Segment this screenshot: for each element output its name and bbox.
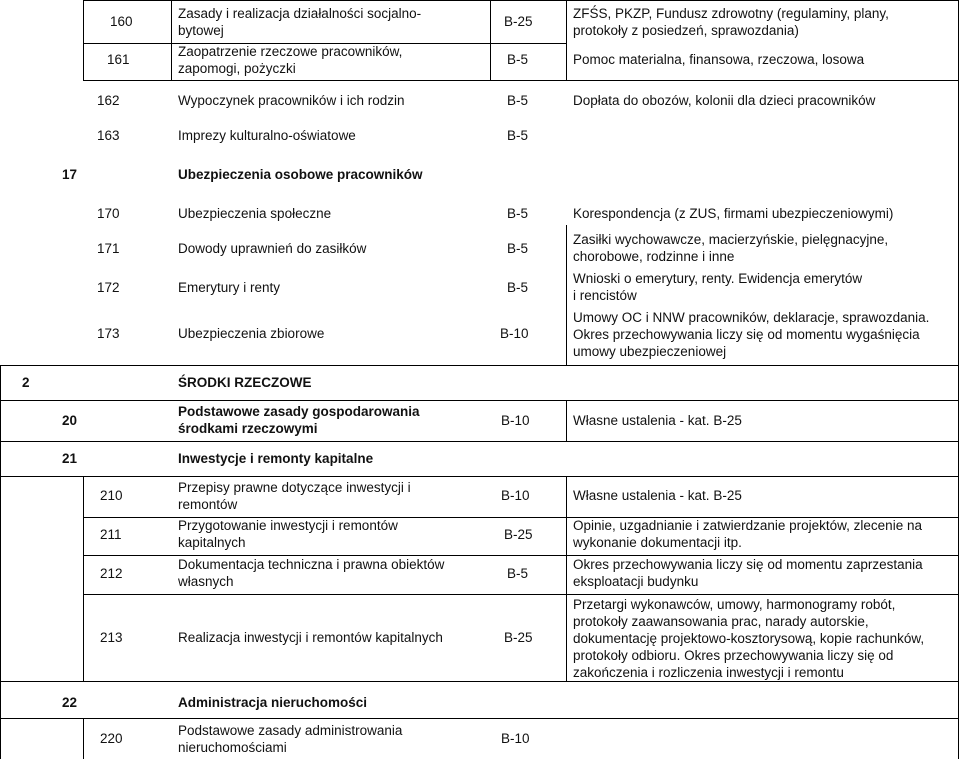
row-title: Przygotowanie inwestycji i remontów kapitalnych [178,518,398,550]
row-code: 163 [97,128,120,143]
row-code: 162 [97,93,120,108]
table-rule [83,718,84,759]
retention-category: B-5 [507,206,529,221]
table-rule [566,225,567,365]
row-remarks: Wnioski o emerytury, renty. Ewidencja emerytów i rencistów [573,271,863,303]
row-code: 161 [107,52,130,67]
row-title: Administracja nieruchomości [178,695,368,710]
table-rule [83,80,959,81]
row-remarks: Przetargi wykonawców, umowy, harmonogramy robót, protokoły zaawansowania prac, narady autorskie, dokumentację projektowo-kosztorysową, kopie rachunków, protokoły odbioru. Okres przechowywania liczy się od zakończenia i rozliczenia inwestycji i remontu [573,597,925,680]
row-remarks: ZFŚS, PKZP, Fundusz zdrowotny (regulaminy, plany, protokoły z posiedzeń, sprawozdania) [573,6,889,38]
table-rule [83,594,959,595]
row-remarks: Własne ustalenia - kat. B-25 [573,488,742,503]
retention-category: B-25 [504,630,533,645]
retention-category: B-5 [507,241,529,256]
table-rule [0,365,959,366]
row-title: Podstawowe zasady administrowania nieruchomościami [178,723,403,755]
row-remarks: Własne ustalenia - kat. B-25 [573,413,742,428]
table-rule [0,681,959,682]
row-title: Zasady i realizacja działalności socjalno- bytowej [178,6,422,38]
table-rule [0,365,1,759]
row-title: Podstawowe zasady gospodarowania środkami rzeczowymi [178,404,420,436]
row-remarks: Dopłata do obozów, kolonii dla dzieci pracowników [573,93,876,108]
row-code: 212 [100,566,123,581]
table-rule [83,476,84,681]
row-code: 21 [62,451,78,466]
table-rule [83,0,84,80]
table-rule [566,400,567,441]
row-code: 220 [100,731,123,746]
row-code: 17 [62,167,78,182]
retention-category: B-25 [504,14,533,29]
table-rule [566,476,567,681]
row-title: Wypoczynek pracowników i ich rodzin [178,93,405,108]
row-title: Zaopatrzenie rzeczowe pracowników, zapomogi, pożyczki [178,44,403,76]
row-remarks: Okres przechowywania liczy się od momentu zaprzestania eksploatacji budynku [573,557,923,589]
retention-category: B-5 [507,52,529,67]
row-code: 211 [100,527,122,542]
retention-category: B-5 [507,566,529,581]
table-rule [0,476,959,477]
row-code: 170 [97,206,120,221]
row-title: Dokumentacja techniczna i prawna obiektów własnych [178,557,445,589]
row-code: 171 [97,241,120,256]
row-remarks: Pomoc materialna, finansowa, rzeczowa, losowa [573,52,865,67]
retention-category: B-5 [507,93,529,108]
table-rule [0,441,959,442]
row-code: 2 [22,375,30,390]
row-code: 173 [97,326,120,341]
retention-category: B-10 [500,326,529,341]
row-code: 172 [97,280,120,295]
row-remarks: Umowy OC i NNW pracowników, deklaracje, sprawozdania. Okres przechowywania liczy się od momentu wygaśnięcia umowy ubezpieczeniowej [573,310,930,359]
row-code: 20 [62,413,78,428]
retention-category: B-10 [501,731,530,746]
row-code: 210 [100,488,123,503]
row-title: Ubezpieczenia społeczne [178,206,332,221]
row-title: Ubezpieczenia osobowe pracowników [178,167,423,182]
row-code: 160 [110,14,133,29]
row-remarks: Opinie, uzgadnianie i zatwierdzanie projektów, zlecenie na wykonanie dokumentacji itp. [573,518,922,550]
table-rule [0,400,959,401]
table-rule [83,0,959,1]
row-code: 213 [100,630,123,645]
table-rule [0,718,959,719]
retention-category: B-5 [507,280,529,295]
row-title: Ubezpieczenia zbiorowe [178,326,325,341]
row-title: Przepisy prawne dotyczące inwestycji i remontów [178,480,411,512]
retention-category: B-10 [501,413,530,428]
row-remarks: Korespondencja (z ZUS, firmami ubezpieczeniowymi) [573,206,894,221]
retention-category: B-25 [504,527,533,542]
row-title: ŚRODKI RZECZOWE [178,375,312,390]
row-title: Dowody uprawnień do zasiłków [178,241,367,256]
retention-category: B-5 [507,128,529,143]
table-rule [490,0,491,80]
row-code: 22 [62,695,78,710]
row-title: Imprezy kulturalno-oświatowe [178,128,356,143]
table-rule [171,0,172,80]
row-title: Emerytury i renty [178,280,281,295]
table-rule [566,0,567,80]
retention-category: B-10 [501,488,530,503]
row-remarks: Zasiłki wychowawcze, macierzyńskie, pielęgnacyjne, chorobowe, rodzinne i inne [573,232,889,264]
row-title: Realizacja inwestycji i remontów kapitalnych [178,630,443,645]
row-title: Inwestycje i remonty kapitalne [178,451,374,466]
